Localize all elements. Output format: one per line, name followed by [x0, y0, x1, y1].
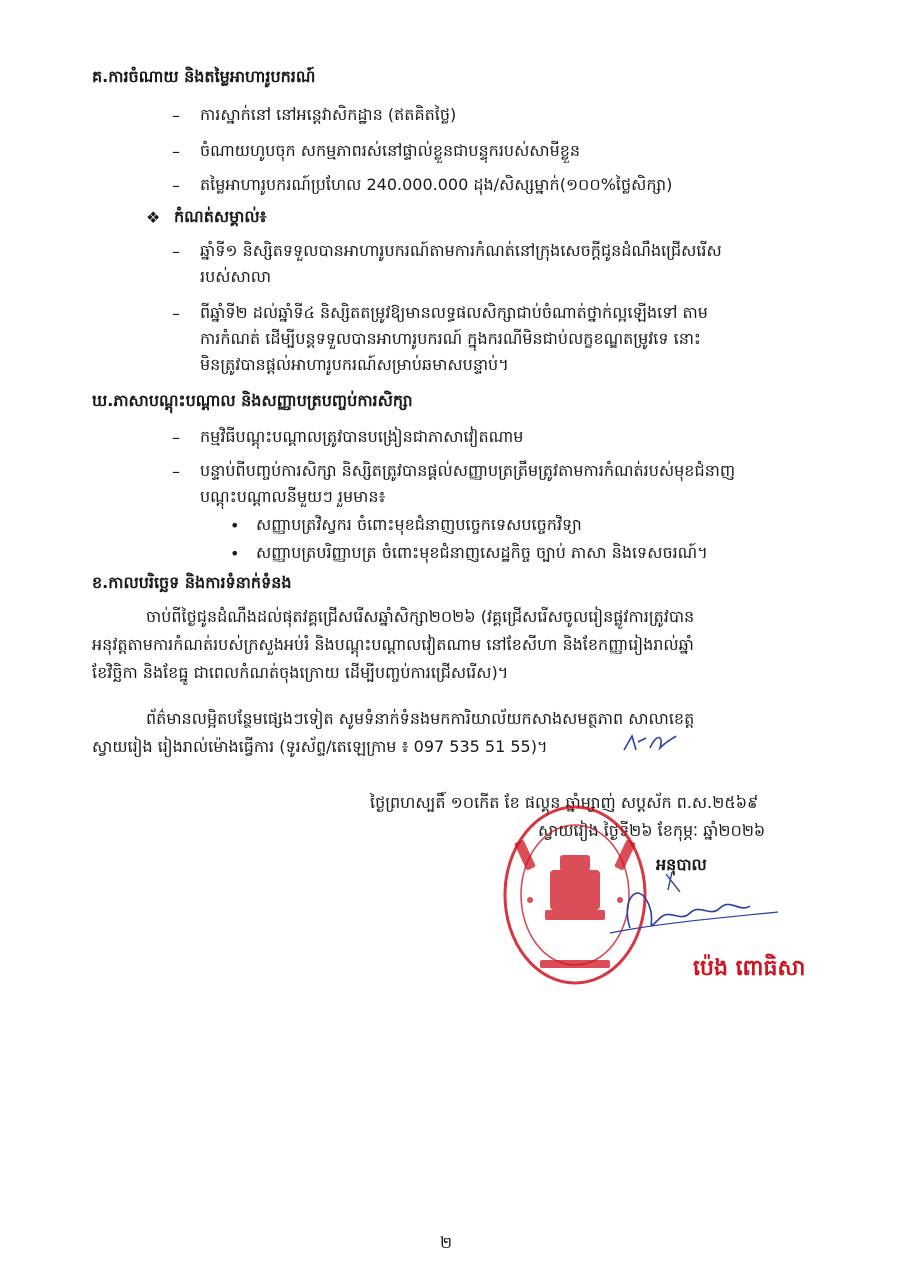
list-item: ការស្នាក់នៅ នៅអន្តេវាសិកដ្ឋាន (ឥតគិតថ្លៃ) [200, 105, 457, 124]
list-item: តម្លៃអាហារូបករណ៍ប្រហែល 240.000.000 ដុង/សិស្សម្នាក់(១០០%ថ្លៃសិក្សា) [200, 175, 673, 194]
handwritten-initials-icon [620, 730, 680, 756]
paragraph-line: អនុវត្តតាមការកំណត់របស់ក្រសួងអប់រំ និងបណ្តុះបណ្តាលវៀតណាម នៅខែសីហា និងខែកញ្ញារៀងរាល់ឆ្នាំ [92, 635, 694, 654]
dash-icon: – [172, 176, 180, 195]
note-text: ពីឆ្នាំទី២ ដល់ឆ្នាំទី៤ និស្សិតតម្រូវឱ្យមានលទ្ធផលសិក្សាជាប់ចំណាត់ថ្នាក់ល្អឡើងទៅ តាម [200, 303, 708, 322]
note-heading: កំណត់សម្គាល់៖ [174, 207, 267, 226]
signatory-title: អនុបាល [656, 855, 707, 874]
note-text: របស់សាលា [200, 267, 272, 286]
dash-icon: – [172, 106, 180, 125]
list-item: ចំណាយហូបចុក សកម្មភាពរស់នៅផ្ទាល់ខ្លួនជាបន្ទុករបស់សាមីខ្លួន [200, 141, 581, 160]
paragraph-line: ព័ត៌មានលម្អិតបន្ថែមផ្សេងៗទៀត សូមទំនាក់ទំនងមកការិយាល័យកសាងសមត្ថភាព សាលាខេត្ត [146, 709, 695, 728]
sub-list-item: សញ្ញាបត្របរិញ្ញាបត្រ ចំពោះមុខជំនាញសេដ្ឋកិច្ច ច្បាប់ ភាសា និងទេសចរណ៍។ [256, 543, 708, 562]
solar-date: ស្វាយរៀង ថ្ងៃទី២៦ ខែកុម្ភៈ ឆ្នាំ២០២៦ [538, 821, 766, 840]
signatory-name: ប៉េង ពោធិសា [693, 956, 806, 981]
paragraph-line: ស្វាយរៀង រៀងរាល់ម៉ោងធ្វើការ (ទូរស័ព្ទ/តេឡេក្រាម ៖ 097 535 51 55)។ [92, 737, 548, 756]
dash-icon: – [172, 142, 180, 161]
section-costs-heading: គ.ការចំណាយ និងតម្លៃអាហារូបករណ៍ [92, 67, 316, 86]
dot-bullet-icon: • [230, 516, 240, 535]
note-text: ការកំណត់ ដើម្បីបន្តទទួលបានអាហារូបករណ៍ ក្នុងករណីមិនជាប់លក្ខខណ្ឌតម្រូវទេ នោះ [200, 329, 701, 348]
section-date-heading: ខ.កាលបរិច្ឆេទ និងការទំនាក់ទំនង [92, 573, 292, 592]
dash-icon: – [172, 462, 180, 481]
list-item: បណ្តុះបណ្តាលនីមួយៗ រួមមាន៖ [200, 487, 386, 506]
dash-icon: – [172, 428, 180, 447]
list-item: កម្មវិធីបណ្តុះបណ្តាលត្រូវបានបង្រៀនជាភាសាវៀតណាម [200, 427, 524, 446]
dot-bullet-icon: • [230, 544, 240, 563]
note-text: ឆ្នាំទី១ និស្សិតទទួលបានអាហារូបករណ៍តាមការកំណត់នៅក្រុងសេចក្ដីជូនដំណឹងជ្រើសរើស [200, 241, 722, 260]
paragraph-line: ខែវិច្ឆិកា និងខែធ្នូ ជាពេលកំណត់ចុងក្រោយ ដើម្បីបញ្ចប់ការជ្រើសរើស)។ [92, 663, 509, 682]
diamond-bullet-icon: ❖ [146, 208, 161, 227]
sub-list-item: សញ្ញាបត្រវិស្វករ ចំពោះមុខជំនាញបច្ចេកទេសបច្ចេកវិទ្យា [256, 515, 582, 534]
page-number: ២ [440, 1233, 453, 1252]
signature-scrawl-icon [600, 868, 780, 948]
lunar-date: ថ្ងៃព្រហស្បតិ៍ ១០កើត ខែ ផល្គុន ឆ្នាំម្សាញ់ សប្តស័ក ព.ស.២៥៦៩ [370, 793, 759, 812]
paragraph-line: ចាប់ពីថ្ងៃជូនដំណឹងដល់ផុតវគ្គជ្រើសរើសឆ្នាំសិក្សា២០២៦ (វគ្គជ្រើសរើសចូលរៀនផ្លូវការត្រូវបាន [146, 607, 695, 626]
dash-icon: – [172, 242, 180, 261]
section-language-heading: ឃ.ភាសាបណ្តុះបណ្តាល និងសញ្ញាបត្របញ្ចប់ការសិក្សា [92, 391, 413, 410]
note-text: មិនត្រូវបានផ្ដល់អាហារូបករណ៍សម្រាប់ឆមាសបន្ទាប់។ [200, 355, 509, 374]
list-item: បន្ទាប់ពីបញ្ចប់ការសិក្សា និស្សិតត្រូវបានផ្ដល់សញ្ញាបត្រត្រឹមត្រូវតាមការកំណត់របស់មុខជំនាញ [200, 461, 736, 480]
dash-icon: – [172, 304, 180, 323]
